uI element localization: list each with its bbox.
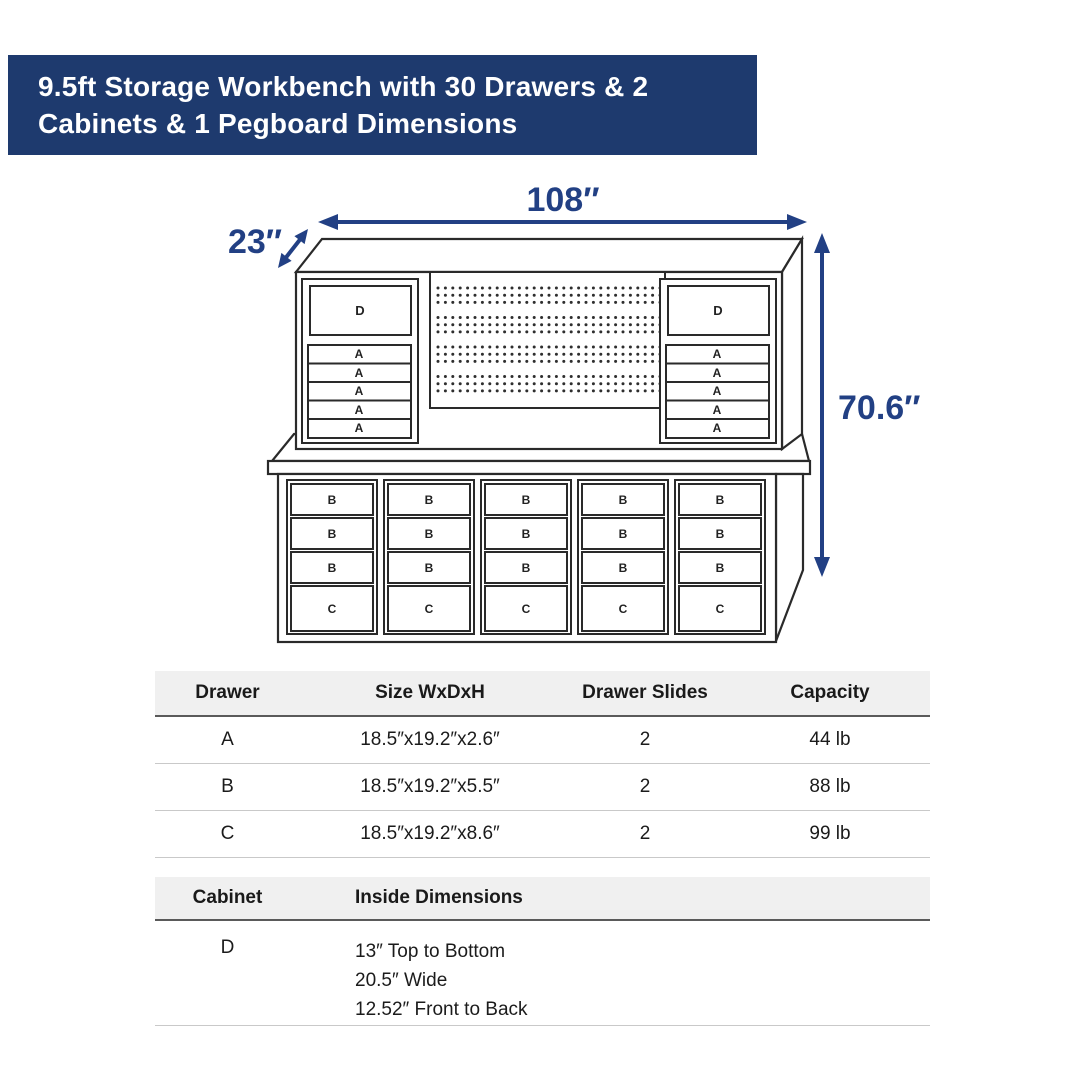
table-cell: 2: [639, 823, 651, 844]
drawer-a-label: A: [712, 421, 722, 435]
table-row: [155, 811, 930, 858]
table-cell: B: [221, 776, 234, 797]
inside-dimension-line: 13″ Top to Bottom: [355, 941, 506, 962]
height-dimension-label: 70.6″: [838, 389, 921, 427]
lower-cabinet: [278, 474, 803, 642]
table-cell: A: [221, 729, 234, 750]
drawer-b-label: B: [424, 561, 434, 575]
drawer-b-label: B: [521, 561, 531, 575]
drawer-c-label: C: [327, 602, 337, 616]
drawer-table-header-row: [155, 671, 930, 717]
hutch-right-tower: [660, 279, 776, 443]
height-dimension: [814, 233, 920, 577]
hutch-top-face: [296, 239, 802, 272]
drawer-a-label: A: [354, 384, 364, 398]
cabinet-d-label: D: [355, 303, 365, 318]
table-cell: D: [220, 937, 235, 958]
drawer-b-label: B: [327, 527, 337, 541]
drawer-column: [481, 480, 571, 634]
column-header: Drawer: [195, 682, 260, 703]
pegboard: [430, 272, 665, 408]
table-cell: 44 lb: [809, 729, 851, 750]
worktop-front-edge: [268, 461, 810, 474]
drawer-b-label: B: [327, 493, 337, 507]
inside-dimension-line: 12.52″ Front to Back: [355, 999, 528, 1020]
table-row: [155, 717, 930, 764]
table-cell: 99 lb: [809, 823, 851, 844]
table-cell: 18.5″x19.2″x5.5″: [360, 776, 500, 797]
inside-dimension-line: 20.5″ Wide: [355, 970, 448, 991]
width-dimension-label: 108″: [526, 181, 600, 219]
table-cell: 88 lb: [809, 776, 851, 797]
table-cell: C: [220, 823, 235, 844]
drawer-b-label: B: [424, 527, 434, 541]
table-cell: 18.5″x19.2″x2.6″: [360, 729, 500, 750]
arrow-right-icon: [787, 214, 807, 230]
arrow-down-icon: [814, 557, 830, 577]
drawer-b-label: B: [521, 493, 531, 507]
drawer-a-label: A: [712, 403, 722, 417]
table-row: [155, 921, 930, 1026]
hutch: [296, 239, 802, 449]
arrow-left-icon: [318, 214, 338, 230]
drawer-column: [675, 480, 765, 634]
drawer-b-label: B: [618, 561, 628, 575]
title-line-2: Cabinets & 1 Pegboard Dimensions: [38, 108, 518, 139]
drawer-a-label: A: [712, 366, 722, 380]
drawer-column: [578, 480, 668, 634]
drawer-b-label: B: [327, 561, 337, 575]
drawer-a-label: A: [354, 421, 364, 435]
drawer-spec-table: [155, 671, 930, 858]
column-header: Cabinet: [192, 887, 263, 908]
table-cell: 2: [639, 729, 651, 750]
table-cell: 18.5″x19.2″x8.6″: [360, 823, 500, 844]
cabinet-table-header-row: [155, 877, 930, 921]
drawer-a-label: A: [354, 403, 364, 417]
table-cell: [300, 921, 930, 1024]
drawer-b-label: B: [715, 527, 725, 541]
column-header: Inside Dimensions: [355, 887, 523, 908]
drawer-c-label: C: [715, 602, 725, 616]
drawer-a-label: A: [712, 347, 722, 361]
hutch-side-panel: [782, 239, 802, 449]
drawer-b-label: B: [521, 527, 531, 541]
drawer-a-label: A: [354, 347, 364, 361]
drawer-a-label: A: [354, 366, 364, 380]
hutch-left-tower: [302, 279, 418, 443]
drawer-b-label: B: [618, 527, 628, 541]
title-line-1: 9.5ft Storage Workbench with 30 Drawers & 2: [38, 71, 649, 102]
drawer-b-label: B: [618, 493, 628, 507]
drawer-b-label: B: [715, 493, 725, 507]
drawer-column: [287, 480, 377, 634]
depth-dimension-label: 23″: [227, 223, 283, 261]
column-header: Capacity: [790, 682, 870, 703]
column-header: Size WxDxH: [375, 682, 485, 703]
cabinet-d-label: D: [713, 303, 723, 318]
drawer-c-label: C: [521, 602, 531, 616]
depth-dimension: [228, 223, 308, 268]
drawer-c-label: C: [424, 602, 434, 616]
lower-cabinet-side-panel: [776, 474, 803, 641]
cabinet-spec-table: [155, 877, 930, 1026]
drawer-a-label: A: [712, 384, 722, 398]
width-dimension: [318, 181, 807, 230]
drawer-b-label: B: [424, 493, 434, 507]
arrow-up-icon: [814, 233, 830, 253]
drawer-column: [384, 480, 474, 634]
table-row: [155, 764, 930, 811]
depth-arrow-line: [284, 237, 302, 260]
column-header: Drawer Slides: [582, 682, 708, 703]
drawer-c-label: C: [618, 602, 628, 616]
table-cell: 2: [639, 776, 651, 797]
drawer-b-label: B: [715, 561, 725, 575]
